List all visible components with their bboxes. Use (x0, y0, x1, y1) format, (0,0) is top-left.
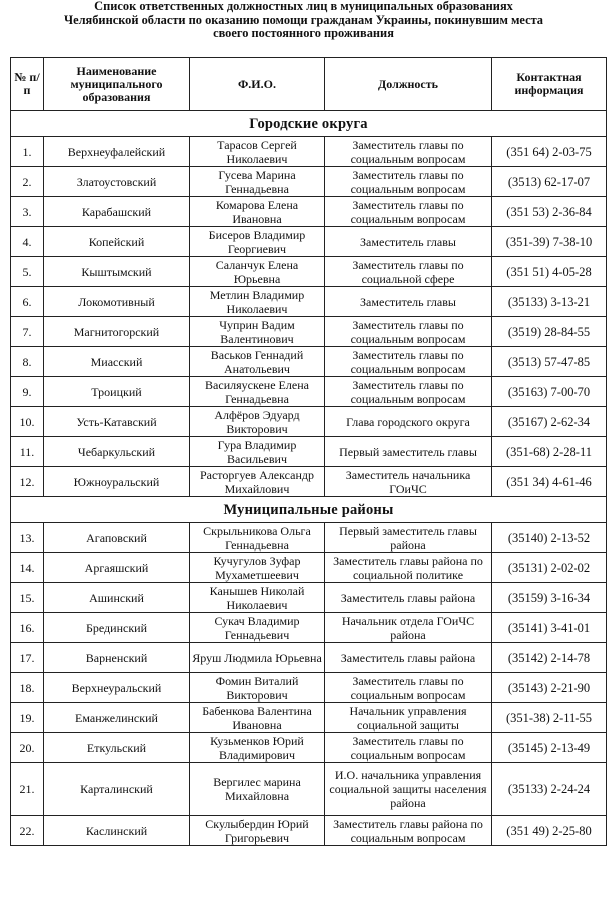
fio-cell: Фомин Виталий Викторович (190, 673, 325, 703)
municipality-cell: Карталинский (44, 763, 190, 816)
contact-cell: (35133) 3-13-21 (492, 287, 607, 317)
table-row (11, 523, 607, 553)
table-row (11, 257, 607, 287)
row-number: 3. (11, 197, 44, 227)
row-number: 16. (11, 613, 44, 643)
municipality-cell: Магнитогорский (44, 317, 190, 347)
fio-cell: Вергилес марина Михайловна (190, 763, 325, 816)
table-row (11, 407, 607, 437)
municipality-cell: Южноуральский (44, 467, 190, 497)
table-header-row (11, 58, 607, 111)
table-row (11, 137, 607, 167)
header-municipality: Наименование муниципального образования (44, 58, 190, 111)
row-number: 19. (11, 703, 44, 733)
table-row (11, 733, 607, 763)
fio-cell: Васьков Геннадий Анатольевич (190, 347, 325, 377)
row-number: 6. (11, 287, 44, 317)
position-cell: Заместитель главы по социальной сфере (325, 257, 492, 287)
fio-cell: Метлин Владимир Николаевич (190, 287, 325, 317)
position-cell: Заместитель главы района (325, 643, 492, 673)
contact-cell: (35159) 3-16-34 (492, 583, 607, 613)
header-num: № п/п (11, 58, 44, 111)
row-number: 2. (11, 167, 44, 197)
municipality-cell: Аргаяшский (44, 553, 190, 583)
fio-cell: Кузьменков Юрий Владимирович (190, 733, 325, 763)
table-row (11, 673, 607, 703)
table-body (11, 111, 607, 846)
row-number: 7. (11, 317, 44, 347)
municipality-cell: Троицкий (44, 377, 190, 407)
contact-cell: (351 53) 2-36-84 (492, 197, 607, 227)
table-row (11, 643, 607, 673)
row-number: 14. (11, 553, 44, 583)
row-number: 12. (11, 467, 44, 497)
fio-cell: Яруш Людмила Юрьевна (190, 643, 325, 673)
row-number: 10. (11, 407, 44, 437)
row-number: 1. (11, 137, 44, 167)
title-line-1: Список ответственных должностных лиц в муниципальных образованиях (94, 0, 513, 13)
position-cell: Заместитель главы по социальным вопросам (325, 673, 492, 703)
contact-cell: (35143) 2-21-90 (492, 673, 607, 703)
position-cell: Заместитель главы района по социальной политике (325, 553, 492, 583)
row-number: 22. (11, 816, 44, 846)
municipality-cell: Миасский (44, 347, 190, 377)
contact-cell: (35131) 2-02-02 (492, 553, 607, 583)
table-row (11, 317, 607, 347)
table-row (11, 167, 607, 197)
contact-cell: (351 49) 2-25-80 (492, 816, 607, 846)
contact-cell: (35142) 2-14-78 (492, 643, 607, 673)
table-row (11, 553, 607, 583)
officials-table (10, 57, 607, 846)
position-cell: И.О. начальника управления социальной защиты населения района (325, 763, 492, 816)
municipality-cell: Копейский (44, 227, 190, 257)
table-row (11, 703, 607, 733)
contact-cell: (351-39) 7-38-10 (492, 227, 607, 257)
title-line-2: Челябинской области по оказанию помощи гражданам Украины, покинувшим места (63, 12, 544, 27)
contact-cell: (3513) 62-17-07 (492, 167, 607, 197)
fio-cell: Кучугулов Зуфар Мухаметшеевич (190, 553, 325, 583)
municipality-cell: Усть-Катавский (44, 407, 190, 437)
municipality-cell: Ашинский (44, 583, 190, 613)
table-row (11, 613, 607, 643)
municipality-cell: Локомотивный (44, 287, 190, 317)
position-cell: Заместитель главы района по социальным вопросам (325, 816, 492, 846)
contact-cell: (3519) 28-84-55 (492, 317, 607, 347)
fio-cell: Василяускене Елена Геннадьевна (190, 377, 325, 407)
header-position: Должность (325, 58, 492, 111)
position-cell: Заместитель главы по социальным вопросам (325, 167, 492, 197)
document-title (0, 0, 607, 41)
fio-cell: Саланчук Елена Юрьевна (190, 257, 325, 287)
contact-cell: (3513) 57-47-85 (492, 347, 607, 377)
header-fio: Ф.И.О. (190, 58, 325, 111)
row-number: 18. (11, 673, 44, 703)
fio-cell: Гусева Марина Геннадьевна (190, 167, 325, 197)
position-cell: Глава городского округа (325, 407, 492, 437)
position-cell: Заместитель главы по социальным вопросам (325, 733, 492, 763)
position-cell: Заместитель главы по социальным вопросам (325, 197, 492, 227)
table-row (11, 227, 607, 257)
municipality-cell: Еткульский (44, 733, 190, 763)
contact-cell: (351 51) 4-05-28 (492, 257, 607, 287)
table-row (11, 763, 607, 816)
fio-cell: Чуприн Вадим Валентинович (190, 317, 325, 347)
fio-cell: Скрыльникова Ольга Геннадьевна (190, 523, 325, 553)
fio-cell: Скулыбердин Юрий Григорьевич (190, 816, 325, 846)
row-number: 21. (11, 763, 44, 816)
section-row (11, 111, 607, 137)
municipality-cell: Агаповский (44, 523, 190, 553)
section-row (11, 497, 607, 523)
position-cell: Заместитель главы (325, 287, 492, 317)
municipality-cell: Еманжелинский (44, 703, 190, 733)
contact-cell: (351-38) 2-11-55 (492, 703, 607, 733)
position-cell: Заместитель начальника ГОиЧС (325, 467, 492, 497)
fio-cell: Канышев Николай Николаевич (190, 583, 325, 613)
position-cell: Заместитель главы по социальным вопросам (325, 347, 492, 377)
fio-cell: Комарова Елена Ивановна (190, 197, 325, 227)
table-row (11, 377, 607, 407)
row-number: 13. (11, 523, 44, 553)
row-number: 8. (11, 347, 44, 377)
contact-cell: (35140) 2-13-52 (492, 523, 607, 553)
fio-cell: Тарасов Сергей Николаевич (190, 137, 325, 167)
contact-cell: (35141) 3-41-01 (492, 613, 607, 643)
municipality-cell: Кыштымский (44, 257, 190, 287)
contact-cell: (35163) 7-00-70 (492, 377, 607, 407)
section-title: Муниципальные районы (11, 497, 607, 523)
row-number: 15. (11, 583, 44, 613)
table-row (11, 287, 607, 317)
row-number: 20. (11, 733, 44, 763)
position-cell: Начальник управления социальной защиты (325, 703, 492, 733)
municipality-cell: Верхнеуральский (44, 673, 190, 703)
municipality-cell: Карабашский (44, 197, 190, 227)
position-cell: Первый заместитель главы (325, 437, 492, 467)
position-cell: Начальник отдела ГОиЧС района (325, 613, 492, 643)
fio-cell: Бисеров Владимир Георгиевич (190, 227, 325, 257)
position-cell: Заместитель главы по социальным вопросам (325, 317, 492, 347)
table-row (11, 197, 607, 227)
position-cell: Заместитель главы по социальным вопросам (325, 377, 492, 407)
row-number: 11. (11, 437, 44, 467)
municipality-cell: Каслинский (44, 816, 190, 846)
position-cell: Первый заместитель главы района (325, 523, 492, 553)
fio-cell: Гура Владимир Васильевич (190, 437, 325, 467)
fio-cell: Сукач Владимир Геннадьевич (190, 613, 325, 643)
table-row (11, 437, 607, 467)
position-cell: Заместитель главы района (325, 583, 492, 613)
contact-cell: (351 34) 4-61-46 (492, 467, 607, 497)
title-line-3: своего постоянного проживания (213, 26, 394, 41)
position-cell: Заместитель главы по социальным вопросам (325, 137, 492, 167)
fio-cell: Бабенкова Валентина Ивановна (190, 703, 325, 733)
municipality-cell: Варненский (44, 643, 190, 673)
contact-cell: (35133) 2-24-24 (492, 763, 607, 816)
contact-cell: (351 64) 2-03-75 (492, 137, 607, 167)
table-row (11, 583, 607, 613)
header-contact: Контактная информация (492, 58, 607, 111)
municipality-cell: Брединский (44, 613, 190, 643)
contact-cell: (35167) 2-62-34 (492, 407, 607, 437)
section-title: Городские округа (11, 111, 607, 137)
municipality-cell: Златоустовский (44, 167, 190, 197)
row-number: 5. (11, 257, 44, 287)
table-row (11, 347, 607, 377)
row-number: 4. (11, 227, 44, 257)
contact-cell: (35145) 2-13-49 (492, 733, 607, 763)
row-number: 17. (11, 643, 44, 673)
position-cell: Заместитель главы (325, 227, 492, 257)
fio-cell: Алфёров Эдуард Викторович (190, 407, 325, 437)
table-row (11, 816, 607, 846)
table-row (11, 467, 607, 497)
municipality-cell: Чебаркульский (44, 437, 190, 467)
row-number: 9. (11, 377, 44, 407)
fio-cell: Расторгуев Александр Михайлович (190, 467, 325, 497)
municipality-cell: Верхнеуфалейский (44, 137, 190, 167)
contact-cell: (351-68) 2-28-11 (492, 437, 607, 467)
